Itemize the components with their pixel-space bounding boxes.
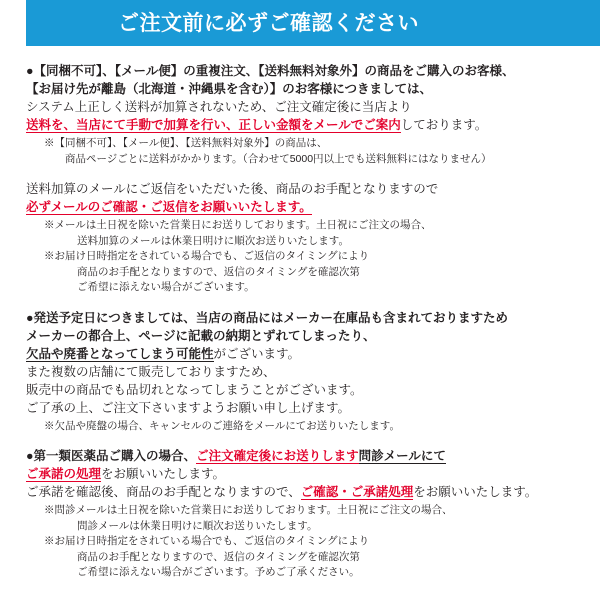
page-title: ご注文前に必ずご確認ください <box>118 11 419 35</box>
page-header <box>0 0 600 46</box>
notice-emphasis: ご承諾の処理 <box>26 467 102 481</box>
notice-emphasis: 手動で加算を行い、正しい金額をメールでご案内 <box>126 118 401 132</box>
notice-text: をお願いいたします。 <box>101 467 226 481</box>
note-line: ご希望に添えない場合がございます。 <box>56 281 255 293</box>
notice-text: がございます。 <box>213 346 301 361</box>
notice-line: システム上正しく送料が加算されないため、ご注文確定後に当店より <box>26 100 412 114</box>
notice-line: メーカーの都合上、ページに記載の納期とずれてしまったり、 <box>26 328 376 343</box>
note-line: ご希望に添えない場合がございます。予めご了承ください。 <box>56 566 360 578</box>
note-line: 商品ページごとに送料がかかります。（合わせて5000円以上でも送料無料にはなりません） <box>44 152 492 165</box>
section-class1-drug <box>26 447 578 581</box>
note-line: ※お届け日時指定をされている場合でも、ご返信のタイミングにより <box>44 250 370 262</box>
note-group <box>26 503 578 581</box>
note-group <box>26 218 578 296</box>
notice-line <box>26 345 578 363</box>
note-group <box>26 419 578 435</box>
notice-emphasis: ご注文確定後にお送りします <box>196 449 359 463</box>
section-reply-required <box>26 180 578 296</box>
note-line: ※お届け日時指定をされている場合でも、ご返信のタイミングにより <box>44 535 370 547</box>
notice-text: をお願いいたします。 <box>413 485 538 499</box>
note-line: 問診メールは休業日明けに順次お送りいたします。 <box>56 519 318 532</box>
notice-line: ご了承の上、ご注文下さいますようお願い申し上げます。 <box>26 400 351 415</box>
note-line: ※メールは土日祝を除いた営業日にお送りしております。土日祝にご注文の場合、 <box>44 219 432 231</box>
note-line: 商品のお手配となりますので、返信のタイミングを確認次第 <box>56 550 360 563</box>
notice-line: 【お届け先が離島（北海道・沖縄県を含む）】のお客様につきましては、 <box>26 82 433 96</box>
notice-emphasis: 送料を、当店にて <box>26 118 127 132</box>
notice-line <box>26 465 578 483</box>
notice-emphasis: 問診メールにて <box>358 449 446 463</box>
notice-line <box>26 483 578 501</box>
notice-content <box>0 46 600 604</box>
notice-emphasis: 必ずメールのご確認・ご返信をお願いいたします。 <box>26 200 312 214</box>
notice-emphasis: 欠品や廃番となってしまう可能性 <box>26 346 214 361</box>
notice-line: ●【同梱不可】、【メール便】の重複注文、【送料無料対象外】の商品をご購入のお客様、 <box>26 64 515 78</box>
notice-line: 販売中の商品でも品切れとなってしまうことがございます。 <box>26 382 363 397</box>
note-line: 商品のお手配となりますので、返信のタイミングを確認次第 <box>56 265 360 278</box>
note-line: ※問診メールは土日祝を除いた営業日にお送りしております。土日祝にご注文の場合、 <box>44 504 453 516</box>
notice-line: また複数の店舗にて販売しておりますため、 <box>26 364 276 379</box>
notice-line: ●発送予定日につきましては、当店の商品にはメーカー在庫品も含まれておりますため <box>26 310 509 325</box>
notice-text: ●第一類医薬品ご購入の場合、 <box>26 449 197 463</box>
header-left-spacer <box>0 0 26 46</box>
note-group <box>26 136 578 167</box>
note-line: 送料加算のメールは休業日明けに順次お送りいたします。 <box>56 234 349 247</box>
section-shipping-fee <box>26 62 578 167</box>
note-line: ※欠品や廃盤の場合、キャンセルのご連絡をメールにてお送りいたします。 <box>44 419 400 432</box>
notice-line <box>26 447 578 465</box>
note-line: ※【同梱不可】、【メール便】、【送料無料対象外】の商品は、 <box>44 137 328 149</box>
section-ship-date <box>26 309 578 435</box>
notice-text: ご承諾を確認後、商品のお手配となりますので、 <box>26 485 301 499</box>
notice-line <box>26 116 578 134</box>
notice-line <box>26 198 578 216</box>
notice-line: 送料加算のメールにご返信をいただいた後、商品のお手配となりますので <box>26 182 439 196</box>
notice-emphasis: ご確認・ご承諾処理 <box>300 485 414 499</box>
notice-text: しております。 <box>400 118 488 132</box>
